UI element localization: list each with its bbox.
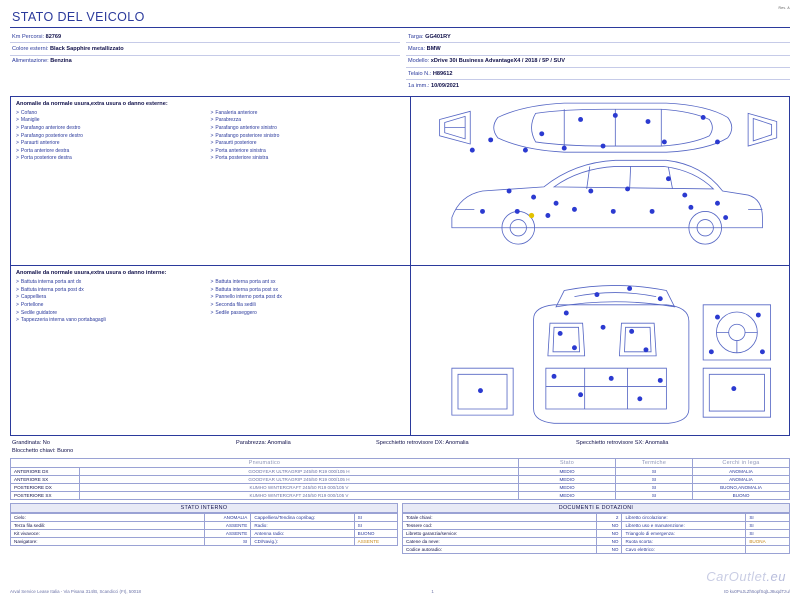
marca-value: BMW <box>426 45 441 52</box>
alimentazione-value: Benzina <box>50 58 72 65</box>
tyre-thermal: SI <box>616 484 693 492</box>
general-notes <box>10 436 790 458</box>
immatricolazione-value: 10/09/2021 <box>431 82 460 89</box>
list-item: > Sedile guidatore <box>16 310 211 318</box>
telaio-value: H89612 <box>432 70 453 77</box>
info-row <box>406 43 790 55</box>
antenna-label: Antenna radio: <box>251 530 354 538</box>
tyre-spec: KUMHO WINTERCRAFT 245/50 R19 000/105 V <box>80 484 519 492</box>
table-row <box>11 492 790 500</box>
cd-navig-value: ASSENTE <box>354 538 397 546</box>
info-row <box>406 31 790 43</box>
list-item: > Fanaleria anteriore <box>211 110 406 118</box>
codice-autoradio-label: Codice autoradio: <box>403 546 597 554</box>
marca-label: Marca: <box>408 45 426 52</box>
list-item: > Cappelliera <box>16 294 211 302</box>
catene-value: NO <box>596 538 622 546</box>
info-row <box>406 80 790 91</box>
grandinata-label: Grandinata: <box>12 439 42 446</box>
parabrezza-label: Parabrezza: <box>236 439 267 446</box>
watermark <box>706 569 786 584</box>
radio-label: Radio: <box>251 522 354 530</box>
tessere-label: Tessere cod: <box>403 522 597 530</box>
vivavoce-value: ASSENTE <box>204 530 251 538</box>
interior-section <box>11 265 789 435</box>
table-row <box>403 514 790 522</box>
specchietto-sx <box>576 439 668 448</box>
targa-label: Targa: <box>408 33 424 40</box>
car-interior-svg <box>411 266 789 435</box>
libretto-garanzia-value: NO <box>596 530 622 538</box>
exterior-bullet-columns <box>16 110 405 163</box>
footer-doc-id: ID ku0PoJLZh5opfSq|LJ8uqdTzu/ <box>724 589 790 594</box>
documenti-title: DOCUMENTI E DOTAZIONI <box>402 503 790 513</box>
colore-label: Colore esterni: <box>12 45 49 52</box>
info-row <box>10 43 400 55</box>
table-row <box>11 476 790 484</box>
tyre-rim: ANOMALIA <box>693 476 790 484</box>
info-row <box>10 31 400 43</box>
page-title: STATO DEL VEICOLO <box>12 10 145 24</box>
list-item: > Battuta interna porta post sx <box>211 287 406 295</box>
libretto-circolazione-value: SI <box>746 514 790 522</box>
parabrezza <box>236 439 376 448</box>
navigatore-label: Navigatore: <box>11 538 205 546</box>
header-termiche: Termiche <box>616 459 693 468</box>
tyre-position: POSTERIORE DX <box>11 484 80 492</box>
triangolo-value: SI <box>746 530 790 538</box>
list-item: > Parafango posteriore sinistro <box>211 133 406 141</box>
table-row <box>11 530 398 538</box>
libretto-garanzia-label: Libretto garanzia/service: <box>403 530 597 538</box>
list-item: > Parabrezza <box>211 117 406 125</box>
table-row <box>11 514 398 522</box>
vehicle-info-right <box>400 31 790 92</box>
tyre-rim: ANOMALIA <box>693 468 790 476</box>
list-item: > Porta posteriore sinistra <box>211 155 406 163</box>
tyres-table <box>10 458 790 500</box>
blocchetto-chiavi <box>12 447 73 456</box>
header-cerchi: Cerchi in lega <box>693 459 790 468</box>
alimentazione-label: Alimentazione: <box>12 58 49 65</box>
specchietto-dx-label: Specchietto retrovisore DX: <box>376 439 445 446</box>
tyre-thermal: SI <box>616 492 693 500</box>
vehicle-state-box <box>10 96 790 436</box>
table-row <box>403 538 790 546</box>
tyre-state: MEDIO <box>519 492 616 500</box>
vivavoce-label: Kit vivavoce: <box>11 530 205 538</box>
triangolo-label: Triangolo di emergenza: <box>622 530 746 538</box>
watermark-suffix: .eu <box>766 569 786 584</box>
info-row <box>406 56 790 68</box>
tyre-position: POSTERIORE SX <box>11 492 80 500</box>
exterior-anomalies <box>11 97 411 266</box>
notes-row-1 <box>12 439 788 448</box>
revision-label: Rev. A <box>778 6 790 10</box>
tyre-state: MEDIO <box>519 484 616 492</box>
interior-anomalies <box>11 266 411 435</box>
tyre-position: ANTERIORE SX <box>11 476 80 484</box>
exterior-list-left <box>16 110 211 163</box>
tyre-state: MEDIO <box>519 468 616 476</box>
ruota-scorta-value: BUONA <box>746 538 790 546</box>
cavo-elettrico-value <box>746 546 790 554</box>
tyre-thermal: SI <box>616 468 693 476</box>
parabrezza-value: Anomalia <box>267 439 291 446</box>
documenti-block <box>402 503 790 554</box>
list-item: > Porta anteriore sinistra <box>211 148 406 156</box>
colore-value: Black Sapphire metallizzato <box>49 45 124 52</box>
exterior-list-right <box>211 110 406 163</box>
libretto-uso-value: SI <box>746 522 790 530</box>
list-item: > Parafango anteriore destro <box>16 125 211 133</box>
list-item: > Parafango anteriore sinistro <box>211 125 406 133</box>
interior-bullet-columns <box>16 279 405 325</box>
header-pneumatico: Pneumatico <box>11 459 519 468</box>
tyre-spec: GOODYEAR ULTRAGRIP 245/50 R19 000/105 H <box>80 476 519 484</box>
interior-list-right <box>211 279 406 325</box>
specchietto-dx <box>376 439 576 448</box>
terza-fila-label: Terza fila sedili: <box>11 522 205 530</box>
antenna-value: BUONO <box>354 530 397 538</box>
modello-value: xDrive 30i Business AdvantageX4 / 2018 / 5P / SUV <box>430 58 566 65</box>
specchietto-dx-value: Anomalia <box>445 439 469 446</box>
list-item: > Battuta interna porta ant dx <box>16 279 211 287</box>
table-row <box>11 522 398 530</box>
table-row <box>403 522 790 530</box>
grandinata <box>12 439 236 448</box>
specchietto-sx-label: Specchietto retrovisore SX: <box>576 439 644 446</box>
list-item: > Sedile passeggero <box>211 310 406 318</box>
footer-company: Arval Service Lease Italia - Via Pisana 314/B, Scandicci (FI), 50018 <box>10 589 141 594</box>
immatricolazione-label: 1a imm.: <box>408 82 430 89</box>
modello-label: Modello: <box>408 58 430 65</box>
table-header-row <box>11 459 790 468</box>
table-row <box>403 530 790 538</box>
km-label: Km Percorsi: <box>12 33 45 40</box>
list-item: > Seconda fila sedili <box>211 302 406 310</box>
info-row <box>406 68 790 80</box>
stato-interno-title: STATO INTERNO <box>10 503 398 513</box>
telaio-label: Telaio N.: <box>408 70 432 77</box>
list-item: > Parafango posteriore destro <box>16 133 211 141</box>
catene-label: Catene da neve: <box>403 538 597 546</box>
tyre-state: MEDIO <box>519 476 616 484</box>
cd-navig-label: CD/Navig.): <box>251 538 354 546</box>
radio-value: SI <box>354 522 397 530</box>
interior-title: Anomalie da normale usura,extra usura o danno interne: <box>16 270 167 277</box>
list-item: > Battuta interna porta ant sx <box>211 279 406 287</box>
stato-interno-table <box>10 513 398 546</box>
cappelliera-label: Cappelliera/Tendina copribag: <box>251 514 354 522</box>
exterior-diagram <box>411 97 789 266</box>
exterior-title: Anomalie da normale usura,extra usura o danno esterne: <box>16 100 168 107</box>
grandinata-value: No <box>42 439 50 446</box>
list-item: > Paraurti anteriore <box>16 140 211 148</box>
list-item: > Cofano <box>16 110 211 118</box>
list-item: > Porta anteriore destra <box>16 148 211 156</box>
header-stato: Stato <box>519 459 616 468</box>
title-divider <box>10 27 790 28</box>
libretto-uso-label: Libretto uso e manutenzione: <box>622 522 746 530</box>
tyre-thermal: SI <box>616 476 693 484</box>
codice-autoradio-value: NO <box>596 546 622 554</box>
libretto-circolazione-label: Libretto circolazione: <box>622 514 746 522</box>
cielo-label: Cielo: <box>11 514 205 522</box>
page-footer <box>10 589 790 594</box>
notes-row-2 <box>12 447 788 456</box>
tessere-value: NO <box>596 522 622 530</box>
cappelliera-value: SI <box>354 514 397 522</box>
table-row <box>11 538 398 546</box>
bottom-tables <box>10 503 790 554</box>
tyre-position: ANTERIORE DX <box>11 468 80 476</box>
blocchetto-label: Blocchetto chiavi: <box>12 448 56 455</box>
vehicle-info <box>10 31 790 92</box>
stato-interno-block <box>10 503 398 554</box>
tyre-rim: BUONO <box>693 492 790 500</box>
watermark-text: CarOutlet <box>706 569 767 584</box>
table-row <box>11 484 790 492</box>
tyre-spec: GOODYEAR ULTRAGRIP 245/50 R19 000/105 H <box>80 468 519 476</box>
list-item: > Paraurti posteriore <box>211 140 406 148</box>
cavo-elettrico-label: Cavo elettrico: <box>622 546 746 554</box>
table-row <box>11 468 790 476</box>
vehicle-info-left <box>10 31 400 92</box>
list-item: > Battuta interna porta post dx <box>16 287 211 295</box>
totale-chiavi-label: Totale chiavi: <box>403 514 597 522</box>
terza-fila-value: ASSENTE <box>204 522 251 530</box>
interior-diagram <box>411 266 789 435</box>
km-value: 82769 <box>45 33 62 40</box>
tyre-rim: BUONO,ANOMALIA <box>693 484 790 492</box>
ruota-scorta-label: Ruota scorta: <box>622 538 746 546</box>
cielo-value: ANOMALIA <box>204 514 251 522</box>
exterior-section <box>11 97 789 266</box>
blocchetto-value: Buono <box>57 448 74 455</box>
interior-list-left <box>16 279 211 325</box>
list-item: > Portellone <box>16 302 211 310</box>
navigatore-value: SI <box>204 538 251 546</box>
targa-value: GG401RY <box>425 33 451 40</box>
tyre-spec: KUMHO WINTERCRAFT 245/50 R19 000/105 V <box>80 492 519 500</box>
list-item: > Maniglie <box>16 117 211 125</box>
documenti-table <box>402 513 790 554</box>
footer-page-number: 1 <box>431 589 434 594</box>
car-exterior-svg <box>411 97 789 266</box>
specchietto-sx-value: Anomalia <box>645 439 669 446</box>
list-item: > Tappezzeria interna vano portabagagli <box>16 317 211 325</box>
list-item: > Porta posteriore destra <box>16 155 211 163</box>
info-row <box>10 56 400 67</box>
list-item: > Pannello interno porta post dx <box>211 294 406 302</box>
totale-chiavi-value: 2 <box>596 514 622 522</box>
table-row <box>403 546 790 554</box>
